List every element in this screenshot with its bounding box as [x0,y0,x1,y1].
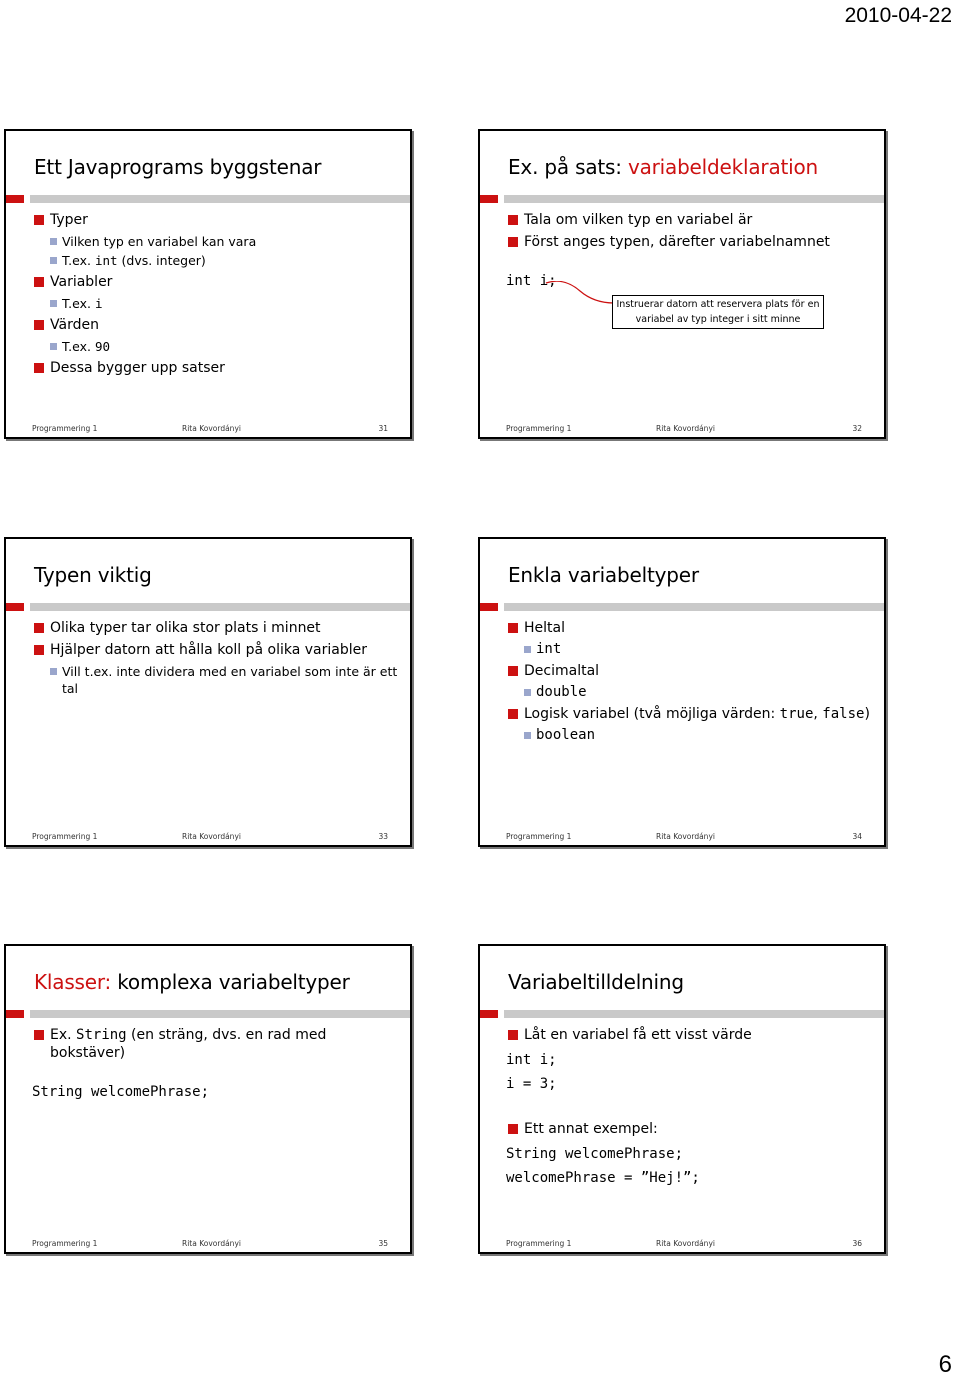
bullet-variabler: Variabler [32,273,400,291]
bullet: Tala om vilken typ en variabel är [506,211,874,229]
title-rule [6,1010,410,1018]
footer-course: Programmering 1 [506,832,572,841]
title-rule [6,603,410,611]
slide-number: 33 [378,832,388,841]
slide-title: Typen viktig [34,563,152,587]
slide-footer [506,1234,862,1248]
slide-footer [32,1234,388,1248]
title-rule [480,603,884,611]
bullet: Först anges typen, därefter variabelnamnet [506,233,874,251]
bullet-typer: Typer [32,211,400,229]
slide-title: Variabeltilldelning [508,970,684,994]
footer-course: Programmering 1 [32,832,98,841]
bullet: Logisk variabel (två möjliga värden: true, false) [506,705,874,723]
slide-body [32,1022,400,1104]
page-number: 6 [938,1351,952,1378]
slide-body [506,1022,874,1190]
sub-bullet: Vilken typ en variabel kan vara [32,233,400,250]
slide-33 [4,537,412,847]
slide-title: Ett Javaprograms byggstenar [34,155,322,179]
slide-footer [506,827,862,841]
slide-body [506,615,874,746]
code-line: String welcomePhrase; [32,1084,210,1100]
sub-bullet: Vill t.ex. inte dividera med en variabel som inte är ett tal [32,663,400,697]
footer-author: Rita Kovordányi [656,1239,715,1248]
code-line: welcomePhrase = ”Hej!”; [506,1170,700,1186]
bullet: Ex. String (en sträng, dvs. en rad med bokstäver) [32,1026,400,1062]
slide-number: 32 [852,424,862,433]
sub-bullet: int [506,641,874,658]
bullet: Olika typer tar olika stor plats i minnet [32,619,400,637]
code-line: int i; [506,273,557,289]
footer-author: Rita Kovordányi [182,424,241,433]
bullet: Heltal [506,619,874,637]
footer-course: Programmering 1 [506,424,572,433]
slide-body [32,207,400,381]
footer-author: Rita Kovordányi [656,832,715,841]
slide-number: 31 [378,424,388,433]
slide-title: Klasser: komplexa variabeltyper [34,970,350,994]
slide-number: 36 [852,1239,862,1248]
sub-bullet: double [506,684,874,701]
page-date: 2010-04-22 [844,4,952,27]
slide-body [32,615,400,699]
footer-course: Programmering 1 [32,424,98,433]
code-line: int i; [506,1052,557,1068]
sub-bullet: T.ex. 90 [32,338,400,355]
title-rule [480,1010,884,1018]
bullet-varden: Värden [32,316,400,334]
slide-footer [506,419,862,433]
slide-31 [4,129,412,439]
slide-footer [32,419,388,433]
bullet: Ett annat exempel: [506,1120,874,1138]
bullet: Hjälper datorn att hålla koll på olika variabler [32,641,400,659]
footer-author: Rita Kovordányi [656,424,715,433]
title-rule [6,195,410,203]
slide-title: Enkla variabeltyper [508,563,699,587]
sub-bullet: T.ex. i [32,295,400,312]
bullet-satser: Dessa bygger upp satser [32,359,400,377]
callout-box: Instruerar datorn att reservera plats för en variabel av typ integer i sitt minne [612,295,824,329]
slide-34 [478,537,886,847]
bullet: Decimaltal [506,662,874,680]
sub-bullet: boolean [506,727,874,744]
slide-footer [32,827,388,841]
code-line: String welcomePhrase; [506,1146,684,1162]
slide-number: 35 [378,1239,388,1248]
code-line: i = 3; [506,1076,557,1092]
footer-author: Rita Kovordányi [182,832,241,841]
footer-course: Programmering 1 [32,1239,98,1248]
title-rule [480,195,884,203]
slide-title: Ex. på sats: variabeldeklaration [508,155,819,179]
footer-author: Rita Kovordányi [182,1239,241,1248]
slide-35 [4,944,412,1254]
sub-bullet: T.ex. int (dvs. integer) [32,252,400,269]
slide-number: 34 [852,832,862,841]
slide-36 [478,944,886,1254]
bullet: Låt en variabel få ett visst värde [506,1026,874,1044]
footer-course: Programmering 1 [506,1239,572,1248]
slide-32 [478,129,886,439]
